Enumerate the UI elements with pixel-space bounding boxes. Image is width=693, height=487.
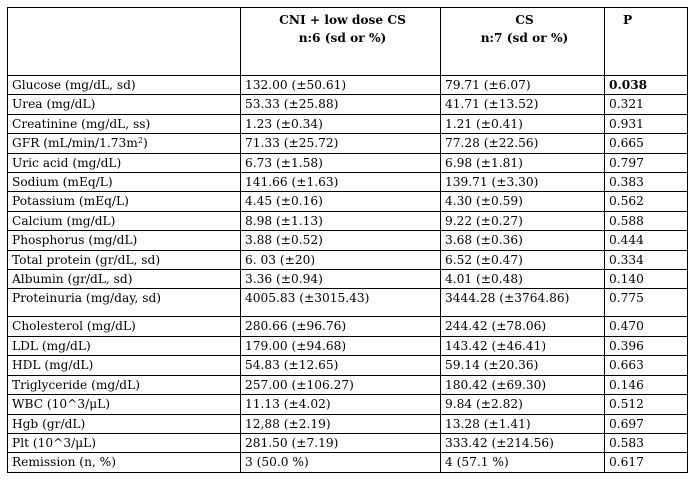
cni-value: 281.50 (±7.19) — [241, 433, 441, 452]
row-label — [8, 336, 241, 355]
cni-value: 280.66 (±96.76) — [241, 317, 441, 336]
row-label — [8, 76, 241, 95]
row-label-text: Creatinine (mg/dL, ss) — [12, 116, 151, 131]
cs-value: 9.84 (±2.82) — [441, 395, 605, 414]
row-label — [8, 134, 241, 153]
table-row — [8, 433, 688, 452]
table-row — [8, 317, 688, 336]
p-value: 0.321 — [605, 95, 688, 114]
cs-value: 3.68 (±0.36) — [441, 231, 605, 250]
cni-value: 141.66 (±1.63) — [241, 173, 441, 192]
cni-value: 179.00 (±94.68) — [241, 336, 441, 355]
row-label — [8, 95, 241, 114]
row-label-text: Hgb (gr/dL) — [12, 416, 86, 431]
cs-value: 79.71 (±6.07) — [441, 76, 605, 95]
cs-value: 4.01 (±0.48) — [441, 270, 605, 289]
cs-value: 333.42 (±214.56) — [441, 433, 605, 452]
table-row — [8, 453, 688, 472]
row-label-text: Phosphorus (mg/dL) — [12, 233, 138, 248]
row-label — [8, 173, 241, 192]
table-row — [8, 375, 688, 394]
p-value: 0.512 — [605, 395, 688, 414]
p-value: 0.663 — [605, 356, 688, 375]
row-label — [8, 375, 241, 394]
row-label — [8, 414, 241, 433]
row-label — [8, 192, 241, 211]
row-label-text: Plt (10^3/μL) — [12, 435, 96, 450]
table-row — [8, 153, 688, 172]
cni-value: 132.00 (±50.61) — [241, 76, 441, 95]
cs-value: 77.28 (±22.56) — [441, 134, 605, 153]
row-label-text: Uric acid (mg/dL) — [12, 155, 122, 170]
row-label-text: Cholesterol (mg/dL) — [12, 319, 136, 334]
cni-value: 8.98 (±1.13) — [241, 211, 441, 230]
p-value: 0.775 — [605, 289, 688, 317]
row-label-text: HDL (mg/dL) — [12, 358, 94, 373]
row-label — [8, 453, 241, 472]
row-label-suffix: ) — [142, 136, 148, 151]
p-value: 0.140 — [605, 270, 688, 289]
cs-value: 3444.28 (±3764.86) — [441, 289, 605, 317]
cs-value: 244.42 (±78.06) — [441, 317, 605, 336]
header-cs-title: CS — [515, 13, 534, 27]
p-value: 0.146 — [605, 375, 688, 394]
table-row — [8, 134, 688, 153]
cs-value: 4.30 (±0.59) — [441, 192, 605, 211]
p-value: 0.697 — [605, 414, 688, 433]
p-value: 0.617 — [605, 453, 688, 472]
p-value: 0.562 — [605, 192, 688, 211]
cni-value: 6.73 (±1.58) — [241, 153, 441, 172]
cs-value: 1.21 (±0.41) — [441, 114, 605, 133]
table-row — [8, 76, 688, 95]
row-label-text: Albumin (gr/dL, sd) — [12, 272, 133, 287]
row-label — [8, 317, 241, 336]
row-label — [8, 211, 241, 230]
table-row — [8, 395, 688, 414]
comparison-table-container — [7, 7, 688, 473]
header-row — [8, 8, 688, 76]
header-cs-n: n:7 (sd or %) — [480, 31, 569, 45]
row-label-text: GFR (mL/min/1.73m — [12, 136, 138, 151]
cni-value: 257.00 (±106.27) — [241, 375, 441, 394]
cni-value: 6. 03 (±20) — [241, 250, 441, 269]
table-row — [8, 250, 688, 269]
cs-value: 9.22 (±0.27) — [441, 211, 605, 230]
p-value: 0.334 — [605, 250, 688, 269]
p-value: 0.383 — [605, 173, 688, 192]
table-row — [8, 336, 688, 355]
row-label-text: Remission (n, %) — [12, 455, 116, 470]
table-row — [8, 414, 688, 433]
header-cni-title: CNI + low dose CS — [279, 13, 406, 27]
row-label — [8, 250, 241, 269]
p-value: 0.797 — [605, 153, 688, 172]
cni-value: 3.36 (±0.94) — [241, 270, 441, 289]
cs-value: 59.14 (±20.36) — [441, 356, 605, 375]
p-value: 0.396 — [605, 336, 688, 355]
table-row — [8, 231, 688, 250]
p-value: 0.038 — [605, 76, 688, 95]
cni-value: 71.33 (±25.72) — [241, 134, 441, 153]
p-value: 0.444 — [605, 231, 688, 250]
row-label — [8, 395, 241, 414]
table-row — [8, 289, 688, 317]
header-p-value: P — [605, 8, 688, 76]
row-label-text: Potassium (mEq/L) — [12, 194, 129, 209]
header-cni-n: n:6 (sd or %) — [298, 31, 387, 45]
p-value: 0.931 — [605, 114, 688, 133]
table-row — [8, 95, 688, 114]
cs-value: 41.71 (±13.52) — [441, 95, 605, 114]
row-label-superscript: 2 — [137, 136, 143, 146]
cni-value: 3.88 (±0.52) — [241, 231, 441, 250]
table-body — [8, 76, 688, 473]
cni-value: 3 (50.0 %) — [241, 453, 441, 472]
cni-value: 53.33 (±25.88) — [241, 95, 441, 114]
header-cs-group — [441, 8, 605, 76]
p-value: 0.583 — [605, 433, 688, 452]
cni-value: 54.83 (±12.65) — [241, 356, 441, 375]
cs-value: 6.52 (±0.47) — [441, 250, 605, 269]
row-label — [8, 231, 241, 250]
cni-value: 4005.83 (±3015.43) — [241, 289, 441, 317]
row-label — [8, 289, 241, 317]
row-label-text: Urea (mg/dL) — [12, 97, 96, 112]
row-label — [8, 114, 241, 133]
row-label-text: Total protein (gr/dL, sd) — [12, 252, 161, 267]
row-label-text: LDL (mg/dL) — [12, 338, 91, 353]
comparison-table — [7, 7, 688, 473]
cni-value: 1.23 (±0.34) — [241, 114, 441, 133]
cs-value: 180.42 (±69.30) — [441, 375, 605, 394]
p-value: 0.470 — [605, 317, 688, 336]
cs-value: 6.98 (±1.81) — [441, 153, 605, 172]
cni-value: 11.13 (±4.02) — [241, 395, 441, 414]
cs-value: 13.28 (±1.41) — [441, 414, 605, 433]
row-label — [8, 356, 241, 375]
row-label-text: Calcium (mg/dL) — [12, 213, 116, 228]
p-value: 0.665 — [605, 134, 688, 153]
row-label-text: WBC (10^3/μL) — [12, 397, 111, 412]
row-label — [8, 153, 241, 172]
table-row — [8, 192, 688, 211]
row-label-text: Sodium (mEq/L) — [12, 175, 113, 190]
table-row — [8, 173, 688, 192]
cni-value: 4.45 (±0.16) — [241, 192, 441, 211]
row-label — [8, 270, 241, 289]
table-row — [8, 356, 688, 375]
cs-value: 139.71 (±3.30) — [441, 173, 605, 192]
header-cni-group — [241, 8, 441, 76]
row-label-text: Triglyceride (mg/dL) — [12, 377, 140, 392]
table-row — [8, 114, 688, 133]
table-row — [8, 211, 688, 230]
row-label — [8, 433, 241, 452]
row-label-text: Proteinuria (mg/day, sd) — [12, 291, 162, 306]
cs-value: 143.42 (±46.41) — [441, 336, 605, 355]
header-variable — [8, 8, 241, 76]
cni-value: 12,88 (±2.19) — [241, 414, 441, 433]
cs-value: 4 (57.1 %) — [441, 453, 605, 472]
row-label-text: Glucose (mg/dL, sd) — [12, 78, 136, 92]
p-value: 0.588 — [605, 211, 688, 230]
table-row — [8, 270, 688, 289]
